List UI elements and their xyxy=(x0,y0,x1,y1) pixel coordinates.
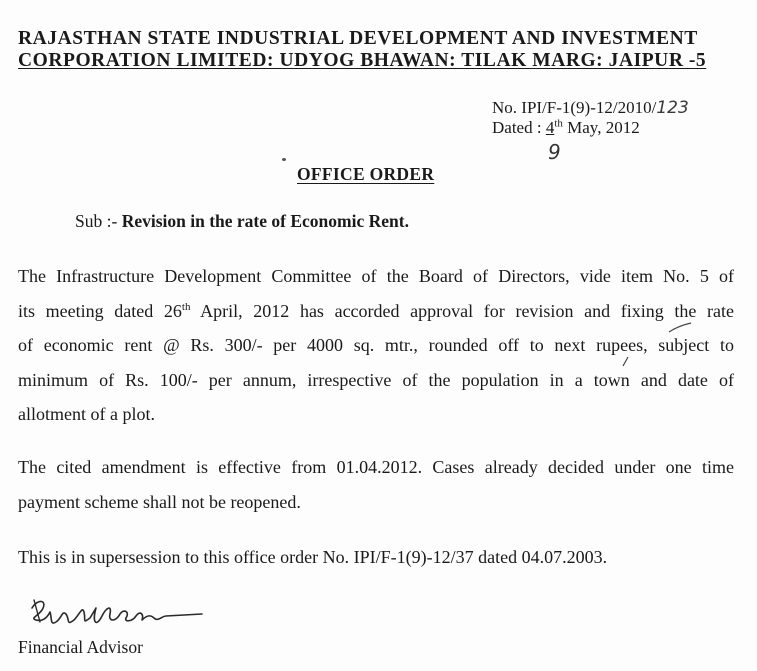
letterhead-line-1: RAJASTHAN STATE INDUSTRIAL DEVELOPMENT AND INVESTMENT xyxy=(18,28,698,49)
paragraph-approval xyxy=(18,259,734,432)
paragraph-line: allotment of a plot. xyxy=(18,404,155,424)
document-title: OFFICE ORDER xyxy=(297,164,435,184)
subject-label: Sub :- xyxy=(75,211,122,231)
letterhead-line-2: CORPORATION LIMITED: UDYOG BHAWAN: TILAK MARG: JAIPUR -5 xyxy=(18,50,707,71)
reference-date xyxy=(492,118,640,138)
paragraph-line: minimum of Rs. 100/- per annum, irrespective of the population in a town and date of xyxy=(18,369,734,390)
signatory-title: Financial Advisor xyxy=(18,637,143,657)
paragraph-line xyxy=(18,294,734,329)
paragraph-effective-date xyxy=(18,450,734,519)
reference-number-prefix: No. IPI/F-1(9)-12/2010/ xyxy=(492,98,657,117)
signature-image xyxy=(26,592,206,638)
ink-dot xyxy=(282,158,286,161)
reference-number-handwritten: 123 xyxy=(656,98,689,118)
paragraph-line: This is in supersession to this office order No. IPI/F-1(9)-12/37 dated 04.07.2003. xyxy=(18,547,608,567)
paragraph-supersession xyxy=(18,540,734,575)
line-text: its meeting dated 26 xyxy=(18,300,182,321)
paragraph-line: of economic rent @ Rs. 300/- per 4000 sq. mtr., rounded off to next rupees, subject to xyxy=(18,335,734,355)
date-suffix: th xyxy=(554,117,563,130)
ink-tick-mark xyxy=(620,356,630,368)
subject-line xyxy=(75,211,409,232)
paragraph-line: payment scheme shall not be reopened. xyxy=(18,491,301,512)
subject-text: Revision in the rate of Economic Rent. xyxy=(121,211,409,231)
date-rest: May, 2012 xyxy=(562,118,640,137)
ink-tick-mark xyxy=(668,322,692,334)
date-label: Dated : xyxy=(492,118,546,137)
line-text: April, 2012 has accorded approval for revision and fixing the rate xyxy=(190,300,734,321)
handwritten-mark: 9 xyxy=(548,140,561,164)
date-day: 4 xyxy=(545,118,555,137)
ordinal-suffix: th xyxy=(181,300,191,313)
paragraph-line: The cited amendment is effective from 01.04.2012. Cases already decided under one time xyxy=(18,457,734,477)
paragraph-line: The Infrastructure Development Committee of the Board of Directors, vide item No. 5 of xyxy=(18,266,734,286)
reference-number xyxy=(492,98,689,118)
